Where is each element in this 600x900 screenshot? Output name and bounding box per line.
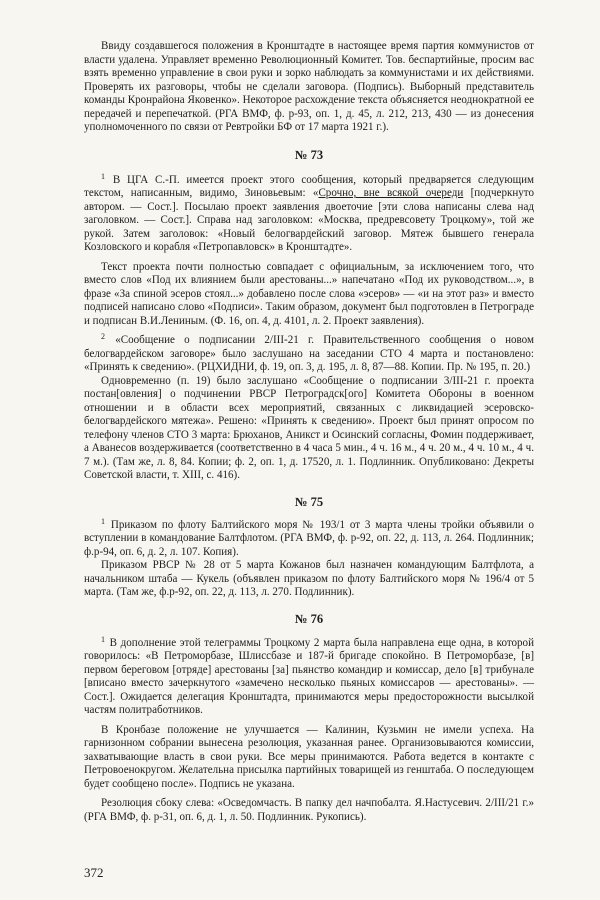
note-73-1-continued: Текст проекта почти полностью совпадает с официальным, за исключением того, что вместо слов «Под их влиянием были арестованы...» напечатано «Под их руководством...», в фразе «За спиной эсеров стоял...» добавлено после слова «эсеров» — «и на этот раз» и вместо подписей написано слово «Подписи». Таким образом, документ был подготовлен в Петрограде и подписан В.И.Лениным. (Ф. 16, оп. 4, д. 4101, л. 2. Проект заявления). (84, 260, 534, 327)
footnote-marker: 1 (101, 171, 105, 181)
note-73-1-text-b: [подчеркнуто автором. — Сост.]. Посылаю проект заявления двоеточие [эти слова написаны слева над заголовком. — Сост.]. Справа над заголовком: «Москва, предревсовету Троцкому», той же рукой. Затем заголовок: «Новый белогвардейский заговор. Мятеж бывшего генерала Козловского и корабля «Петропавловск» в Кронштадте». (84, 187, 534, 253)
note-73-2-continued: Одновременно (п. 19) было заслушано «Сообщение о подписании 3/III-21 г. проекта постан[овления] о подчинении РВСР Петроградск[ого] Комитета Обороны в военном отношении и в области всех мероприятий, связанных с ликвидацией эсеровско-белогвардейского мятежа». Решено: «Принять к сведению». Проект был принят опросом по телефону членов СТО 3 марта: Брюханов, Аникст и Осинский согласны, Фомин поддерживает, а Аванесов воздерживается (соответственно в 4 часа 5 мин., 4 ч. 16 м., 4 ч. 20 м., 4 ч. 10 м., 4 ч. 7 м.). (Там же, л. 8, 84. Копии; ф. 2, оп. 1, д. 17520, л. 1. Подлинник. Опубликовано: Декреты Советской власти, т. XIII, с. 416). (84, 374, 534, 481)
footnote-marker: 1 (101, 634, 105, 644)
section-heading-75: № 75 (294, 494, 324, 509)
note-75-1 (84, 516, 534, 560)
note-76-1 (84, 634, 534, 718)
note-73-2-text: «Сообщение о подписании 2/III-21 г. Правительственного сообщения о новом белогвардейском заговоре» было заслушано на заседании СТО 4 марта и постановлено: «Принять к сведению». (РЦХИДНИ, ф. 19, оп. 3, д. 195, л. 8, 87—88. Копии. Пр. № 195, п. 20.) (84, 334, 534, 373)
note-73-1 (84, 171, 534, 255)
note-76-1-continued: В Кронбазе положение не улучшается — Калинин, Кузьмин не имели успеха. На гарнизонном собрании вынесена резолюция, указанная ранее. Организовываются комиссии, захватывающие власть в свои руки. Все меры принимаются. Работа ведется в контакте с Петровоенокругом. Желательна присылка партийных товарищей из генштаба. О последующем будет сообщено после». Подпись не указана. (84, 723, 534, 790)
note-73-2 (84, 334, 534, 375)
note-75-1-continued: Приказом РВСР № 28 от 5 марта Кожанов был назначен командующим Балтфлота, а начальником штаба — Кукель (объявлен приказом по флоту Балтийского моря № 196/4 от 5 марта. (Там же, ф.р-92, оп. 22, д. 113, л. 270. Подлинник). (84, 559, 534, 598)
note-76-1-text: В дополнение этой телеграммы Троцкому 2 марта была направлена еще одна, в которой говорилось: «В Петроморбазе, Шлиссбазе и 187-й бригаде спокойно. В Петроморбазе, [в] первом береговом [отряде] арестованы [за] пьянство командир и комиссар, дело [в] трибунале [вписано вместо зачеркнутого «замечено несколько пьяных комиссаров — арестованы». — Сост.]. Ожидается делегация Кронштадта, принимаются меры предосторожности высылкой частям политработников. (84, 636, 534, 716)
page-number: 372 (84, 865, 104, 880)
footnote-marker: 2 (101, 332, 105, 341)
note-75-1-text: Приказом по флоту Балтийского моря № 193/1 от 3 марта члены тройки объявили о вступлении в командование Балтфлотом. (РГА ВМФ, ф. р-92, оп. 22, д. 113, л. 264. Подлинник; ф.р-94, оп. 6, д. 2, л. 107. Копия). (84, 518, 534, 558)
note-73-1-text-a: В ЦГА С.-П. имеется проект этого сообщения, который предваряется следующим текстом, написанным, видимо, Зиновьевым: « (84, 173, 534, 199)
resolution-paragraph: Резолюция сбоку слева: «Осведомчасть. В папку дел начпобалта. Я.Настусевич. 2/III/21 г.» (РГА ВМФ, ф. р-31, оп. 6, д. 1, л. 50. Подлинник. Рукопись). (84, 797, 534, 823)
text-column (84, 40, 534, 824)
continued-paragraph: Ввиду создавшегося положения в Кронштадте в настоящее время партия коммунистов от власти удалена. Управляет временно Революционный Комитет. Тов. беспартийные, просим вас взять временно управление в свои руки и зорко наблюдать за коммунистами и их действиями. Проверять их разговоры, чтобы не сделали заговора. (Подпись). Выборный представитель команды Кронрайона Яковенко». Некоторое расхождение текста объясняется неоднократной ее передачей и перепечаткой. (РГА ВМФ, ф. р-93, оп. 1, д. 45, л. 212, 213, 430 — из донесения уполномоченного по связи от Ревтройки БФ от 17 марта 1921 г.). (84, 40, 534, 133)
section-heading-73: № 73 (294, 147, 324, 162)
section-heading-76: № 76 (294, 611, 324, 626)
footnote-marker: 1 (101, 516, 105, 526)
underlined-phrase: Срочно, вне всякой очереди (318, 187, 464, 199)
